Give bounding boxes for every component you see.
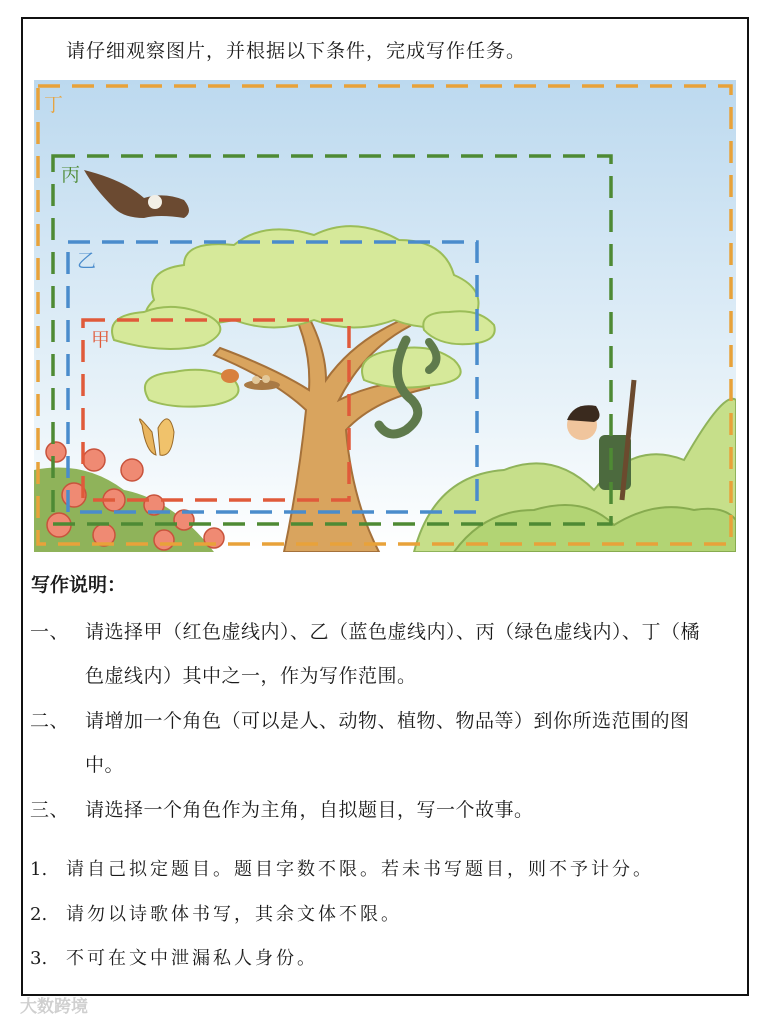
rule-number: 二、	[30, 710, 70, 732]
intro-text: 请仔细观察图片，并根据以下条件，完成写作任务。	[66, 40, 527, 62]
rule-text: 色虚线内）其中之一，作为写作范围。	[85, 665, 417, 687]
watermark: 大数跨境	[20, 997, 88, 1017]
note-text: 请勿以诗歌体书写，其余文体不限。	[66, 904, 402, 925]
rule-number: 三、	[30, 799, 70, 821]
note-number: 3.	[30, 948, 48, 969]
rule-text: 请增加一个角色（可以是人、动物、植物、物品等）到你所选范围的图	[85, 710, 690, 732]
note-item	[30, 855, 654, 881]
note-number: 2.	[30, 904, 48, 925]
region-ding-label: 丁	[44, 94, 64, 116]
rule-text: 请选择一个角色作为主角，自拟题目，写一个故事。	[85, 799, 534, 821]
note-number: 1.	[30, 859, 48, 880]
illustration	[34, 80, 736, 552]
region-jia-label: 甲	[91, 329, 111, 351]
region-bing-label: 丙	[61, 164, 81, 186]
note-text: 不可在文中泄漏私人身份。	[66, 948, 318, 969]
rule-number: 一、	[30, 621, 70, 643]
note-item	[30, 900, 402, 926]
region-yi-label: 乙	[77, 250, 97, 272]
section-title: 写作说明：	[31, 574, 127, 596]
note-text: 请自己拟定题目。题目字数不限。若未书写题目，则不予计分。	[66, 859, 654, 880]
rule-text: 中。	[85, 754, 125, 776]
note-item	[30, 944, 318, 970]
rule-text: 请选择甲（红色虚线内）、乙（蓝色虚线内）、丙（绿色虚线内）、丁（橘	[85, 621, 701, 643]
